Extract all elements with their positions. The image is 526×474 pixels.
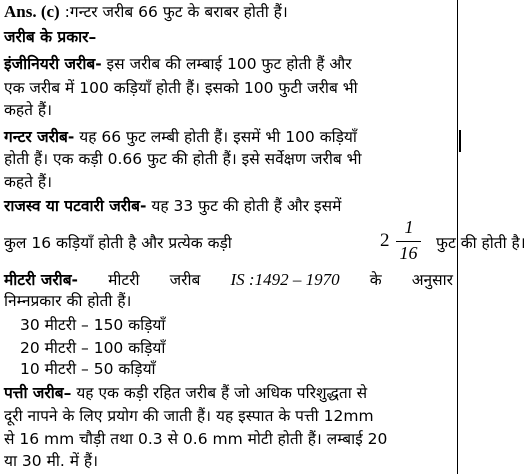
engineering-line-3: कहते हैं। <box>4 101 53 119</box>
engineering-term: इंजीनियरी जरीब- <box>4 55 102 73</box>
margin-marker <box>459 130 461 152</box>
band-line-1: पत्ती जरीब– यह एक कड़ी रहित जरीब हैं जो अधिक परिशुद्धता से <box>4 384 368 402</box>
fraction <box>380 217 440 267</box>
gunter-line-3: कहते हैं। <box>4 173 53 191</box>
answer-text: :गन्टर जरीब 66 फुट के बराबर होती हैं। <box>59 3 288 21</box>
metric-term: मीटरी जरीब- <box>4 271 78 289</box>
band-term: पत्ती जरीब– <box>4 384 72 402</box>
gunter-line-1: गन्टर जरीब- यह 66 फुट लम्बी होती हैं। इसमें भी 100 कड़ियाँ <box>4 128 357 146</box>
list-item: 30 मीटरी – 150 कड़ियाँ <box>20 316 166 334</box>
band-line-2: दूरी नापने के लिए प्रयोग की जाती हैं। यह इस्पात के पत्ती 12mm <box>4 407 374 425</box>
band-line-4: या 30 मी. में हैं। <box>4 452 99 470</box>
answer-label: Ans. (c) <box>4 2 60 21</box>
answer-line <box>4 2 453 22</box>
fraction-numerator: 1 <box>404 217 414 237</box>
is-code: IS :1492 – 1970 <box>230 270 340 289</box>
engineering-line-1: इंजीनियरी जरीब- इस जरीब की लम्बाई 100 फुट होती हैं और <box>4 55 352 73</box>
band-line-3: से 16 mm चौड़ी तथा 0.3 से 0.6 mm मोटी होती हैं। लम्बाई 20 <box>4 430 388 448</box>
metric-line-1: मीटरी जरीब- मीटरी जरीब IS :1492 – 1970 के अनुसार <box>4 270 453 289</box>
gunter-line-2: होती हैं। एक कड़ी 0.66 फुट की होती हैं। इसे सर्वेक्षण जरीब भी <box>4 150 362 168</box>
list-item: 20 मीटरी – 100 कड़ियाँ <box>20 339 166 357</box>
section-heading: जरीब के प्रकार– <box>4 28 97 46</box>
revenue-line-2: कुल 16 कड़ियाँ होती है और प्रत्येक कड़ी 2 1 16 फुट की होती है। <box>4 217 454 267</box>
engineering-line-2: एक जरीब में 100 कड़ियाँ होती हैं। इसको 100 फुटी जरीब भी <box>4 79 358 97</box>
revenue-term: राजस्व या पटवारी जरीब- <box>4 197 147 215</box>
fraction-whole: 2 <box>380 230 390 251</box>
gunter-term: गन्टर जरीब- <box>4 128 75 146</box>
fraction-denominator: 16 <box>399 243 418 263</box>
revenue-line-1: राजस्व या पटवारी जरीब- यह 33 फुट की होती हैं और इसमें <box>4 197 342 215</box>
metric-line-2: निम्नप्रकार की होती हैं। <box>4 292 132 310</box>
list-item: 10 मीटरी – 50 कड़ियाँ <box>20 360 156 378</box>
